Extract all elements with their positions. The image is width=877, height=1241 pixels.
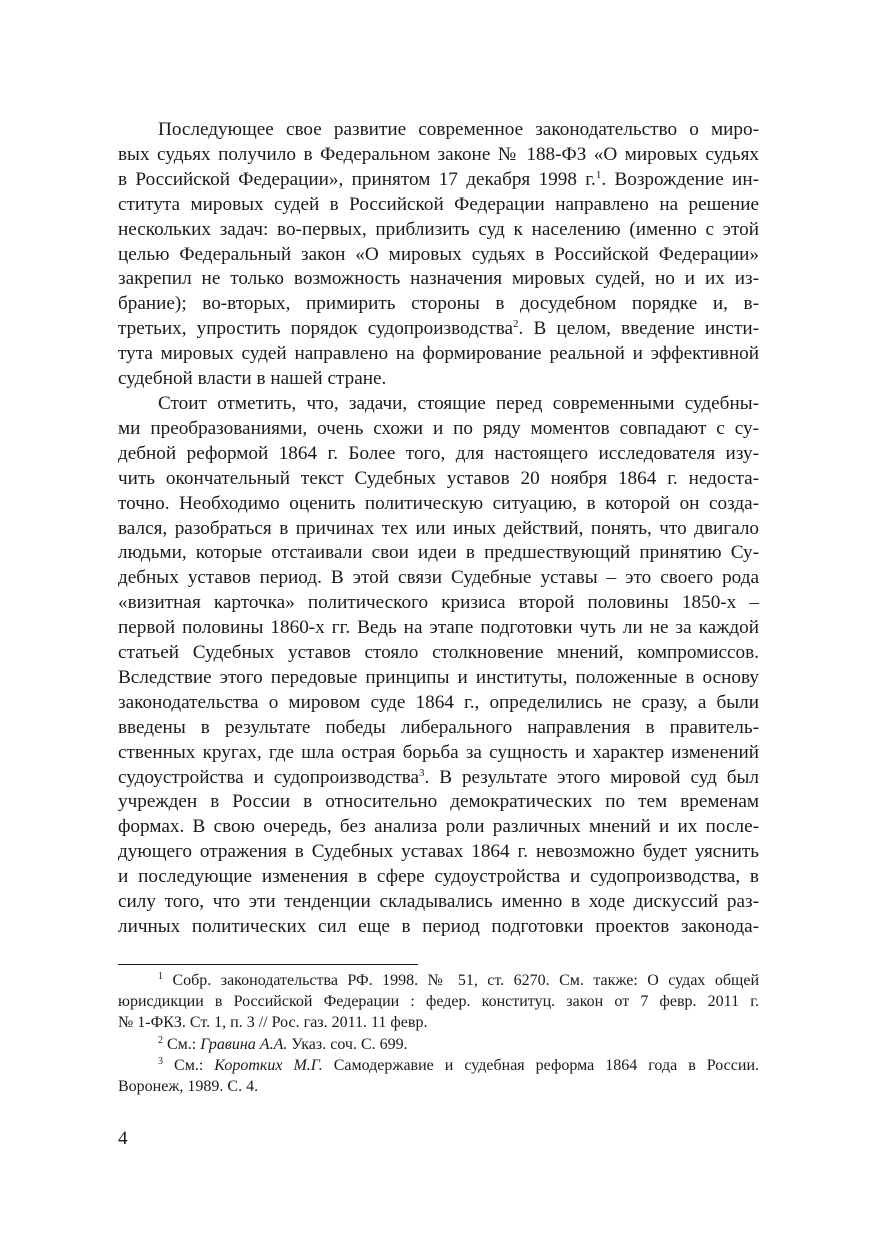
footnote-line: юрисдикции в Российской Федерации : федер. конституц. закон от 7 февр. 2011 г. bbox=[118, 993, 759, 1011]
text-line: вался, разобраться в причинах тех или иных действий, понять, что двигало bbox=[118, 517, 759, 539]
body-text bbox=[118, 118, 759, 940]
footnote-line: Воронеж, 1989. С. 4. bbox=[118, 1078, 259, 1096]
text-line: тута мировых судей направлено на формирование реальной и эффективной bbox=[118, 343, 759, 365]
footnote-marker: 2 bbox=[158, 1034, 163, 1046]
text-line: Стоит отметить, что, задачи, стоящие перед современными судебны- bbox=[158, 392, 759, 414]
text-line: ми преобразованиями, очень схожи и по ряду моментов совпадают с су- bbox=[118, 417, 759, 439]
footnote-reference[interactable]: 3 bbox=[419, 766, 425, 779]
footnote-reference[interactable]: 2 bbox=[513, 318, 519, 331]
text-line: чить окончательный текст Судебных уставов 20 ноября 1864 г. недоста- bbox=[118, 467, 759, 489]
footnote-separator bbox=[118, 964, 418, 965]
text-line: статьей Судебных уставов стояло столкновение мнений, компромиссов. bbox=[118, 642, 759, 664]
text-line: формах. В свою очередь, без анализа роли различных мнений и их после- bbox=[118, 816, 759, 838]
text-line: брание); во-вторых, примирить стороны в досудебном порядке и, в- bbox=[118, 293, 759, 315]
text-line: Последующее свое развитие современное законодательство о миро- bbox=[158, 119, 759, 140]
text-line: судоустройства и судопроизводства$^3$. В результате этого мировой суд был bbox=[118, 766, 759, 788]
footnote-marker: 1 bbox=[158, 971, 163, 982]
text-line: дебных уставов период. В этой связи Судебные уставы – это своего рода bbox=[118, 567, 759, 589]
footnote-2 bbox=[118, 1034, 759, 1055]
text-line: дебной реформой 1864 г. Более того, для настоящего исследователя изу- bbox=[118, 442, 759, 464]
text-line: Вследствие этого передовые принципы и институты, положенные в основу bbox=[118, 666, 759, 688]
footnote-line: $^1$ Собр. законодательства РФ. 1998. № 51, ст. 6270. См. также: О судах общей bbox=[158, 971, 760, 989]
text-line: судебной власти в нашей стране. bbox=[118, 368, 387, 390]
text-line: в Российской Федерации», принятом 17 декабря 1998 г.$^1$. Возрождение ин- bbox=[118, 168, 759, 190]
text-line: силу того, что эти тенденции складывались именно в ходе дискуссий раз- bbox=[118, 891, 759, 913]
text-line: целью Федеральный закон «О мировых судьях в Российской Федерации» bbox=[118, 243, 759, 265]
text-line: закрепил не только возможность назначения мировых судей, но и их из- bbox=[118, 268, 759, 290]
text-line: первой половины 1860-х гг. Ведь на этапе подготовки чуть ли не за каждой bbox=[118, 617, 759, 639]
text-line: нескольких задач: во-первых, приблизить суд к населению (именно с этой bbox=[118, 218, 759, 240]
footnote-3 bbox=[118, 1055, 759, 1097]
text-line: и последующие изменения в сфере судоустройства и судопроизводства, в bbox=[118, 866, 759, 888]
text-line: ститута мировых судей в Российской Федерации направлено на решение bbox=[118, 193, 759, 215]
footnote-reference[interactable]: 1 bbox=[595, 168, 602, 181]
text-line: ственных кругах, где шла острая борьба за сущность и характер изменений bbox=[118, 741, 759, 763]
text-line: людьми, которые отстаивали свои идеи в предшествующий принятию Су- bbox=[118, 542, 759, 564]
text-line: введены в результате победы либерального направления в правитель- bbox=[118, 716, 759, 738]
text-line: законодательства о мировом суде 1864 г., определились не сразу, а были bbox=[118, 691, 759, 713]
text-line: вых судьях получило в Федеральном законе № 188-ФЗ «О мировых судьях bbox=[118, 143, 759, 165]
page-number: 4 bbox=[118, 1128, 128, 1149]
text-line: дующего отражения в Судебных уставах 1864 г. невозможно будет уяснить bbox=[118, 841, 759, 863]
footnote-line: $^3$ См.: Коротких М.Г. Самодержавие и судебная реформа 1864 года в России. bbox=[158, 1055, 760, 1074]
footnote-line: № 1-ФКЗ. Ст. 1, п. 3 // Рос. газ. 2011. 11 февр. bbox=[118, 1014, 428, 1032]
footnote-marker: 3 bbox=[158, 1055, 163, 1067]
footnote-author: Коротких М.Г. bbox=[214, 1056, 323, 1074]
text-line: третьих, упростить порядок судопроизводства$^2$. В целом, введение инсти- bbox=[118, 318, 759, 340]
paragraph-2 bbox=[118, 392, 759, 940]
text-line: «визитная карточка» политического кризиса второй половины 1850-х – bbox=[118, 592, 759, 614]
text-line: учрежден в России в относительно демократических по тем временам bbox=[118, 791, 759, 813]
text-line: личных политических сил еще в период подготовки проектов законода- bbox=[118, 916, 759, 937]
footnotes bbox=[118, 970, 759, 1097]
paragraph-1 bbox=[118, 118, 759, 392]
footnote-1 bbox=[118, 970, 759, 1034]
footnote-line: $^2$ См.: Гравина А.А. Указ. соч. С. 699. bbox=[158, 1034, 408, 1053]
text-line: точно. Необходимо оценить политическую ситуацию, в которой он созда- bbox=[118, 492, 759, 514]
footnote-author: Гравина А.А. bbox=[200, 1035, 288, 1053]
